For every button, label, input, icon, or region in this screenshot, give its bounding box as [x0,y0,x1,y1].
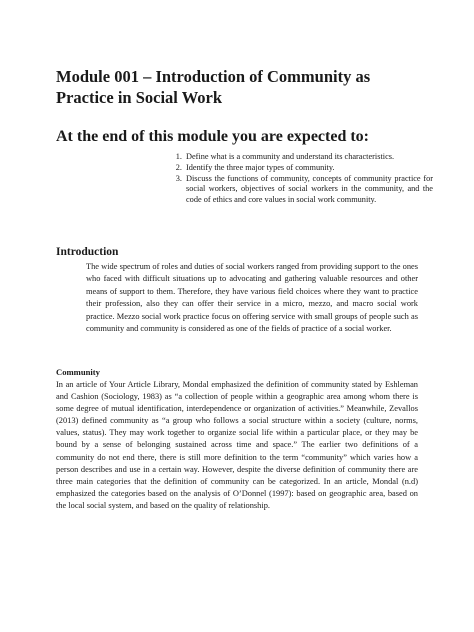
objective-item: 3. Discuss the functions of community, concepts of community practice for social workers, objectives of social workers in the community, and the code of ethics and core values in social work community. [184,174,433,206]
introduction-paragraph: The wide spectrum of roles and duties of social workers ranged from providing support to the ones who faced with difficult situations up to advocating and gathering valuable resources and other means of support to them. Therefore, they have various field choices where they want to practice their profession, also they can offer their service in a micro, mezzo, and macro social work practice. Mezzo social work practice focus on offering service with small groups of people such as community and community is considered as one of the fields of practice of a social worker. [86,262,418,334]
objective-item: 2. Identify the three major types of community. [184,163,433,174]
objectives-list [168,152,433,206]
objectives-heading: At the end of this module you are expected to: [56,128,370,145]
introduction-heading: Introduction [56,246,119,258]
community-heading: Community [56,367,100,377]
objective-item: 1. Define what is a community and understand its characteristics. [184,152,433,163]
community-paragraph: In an article of Your Article Library, Mondal emphasized the definition of community stated by Eshleman and Cashion (Sociology, 1983) as “a collection of people within a geographic area among whom there is some degree of mutual identification, interdependence or organization of activities.” Meanwhile, Zevallos (2013) defined community as “a group who follows a social structure within a society (culture, norms, values, status). They may work together to organize social life within a particular place, or they may be bound by a sense of belonging sustained across time and space.” The earlier two definitions of a community do not end there, there is still more definition to the term “community” which varies how a person describes and use in a certain way. However, despite the diverse definition of community there are three main categories that the definition of community can be categorized. In an article, Mondal (n.d) emphasized the categories based on the analysis of O’Donnel (1997): based on geographic area, based on the local social system, and based on the quality of relationship. [56,380,418,510]
module-title: Module 001 – Introduction of Community as Practice in Social Work [56,67,371,107]
